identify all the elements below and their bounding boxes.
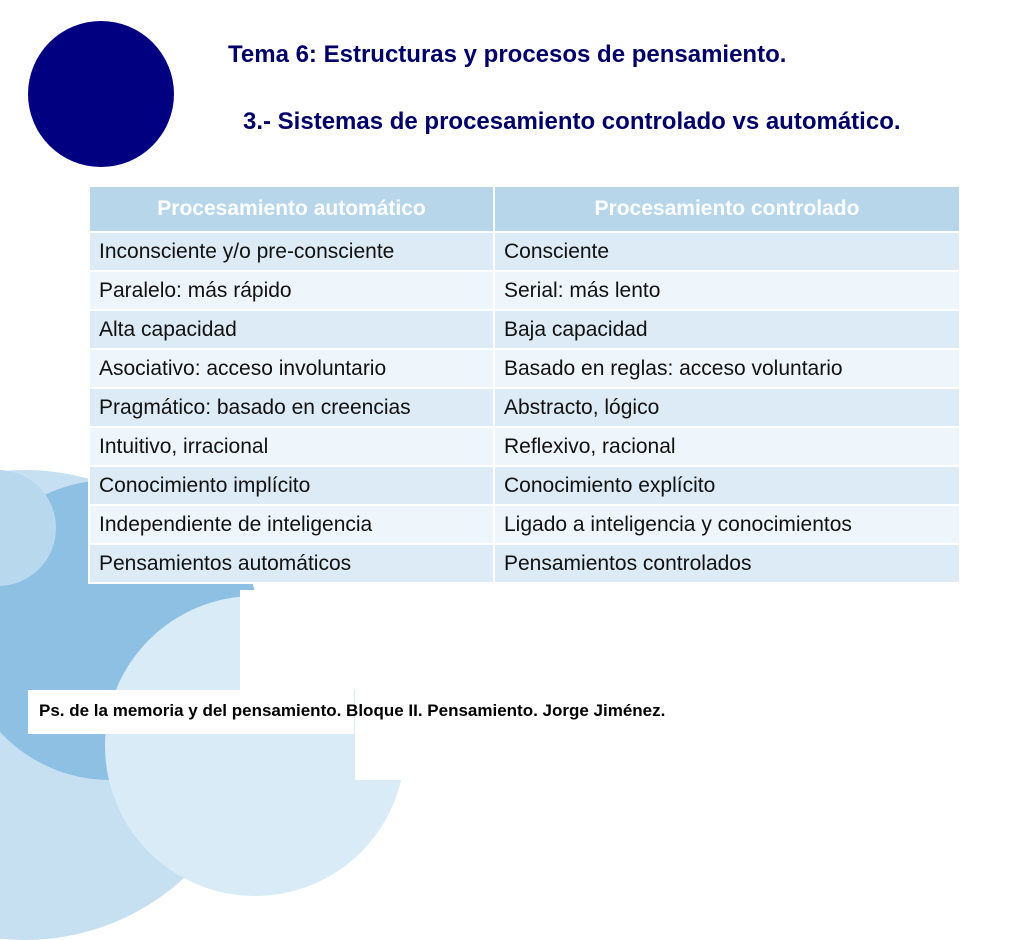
cell-automatic: Asociativo: acceso involuntario bbox=[89, 349, 494, 388]
cell-automatic: Conocimiento implícito bbox=[89, 466, 494, 505]
cell-automatic: Paralelo: más rápido bbox=[89, 271, 494, 310]
cell-controlled: Reflexivo, racional bbox=[494, 427, 960, 466]
cell-controlled: Abstracto, lógico bbox=[494, 388, 960, 427]
header-controlled: Procesamiento controlado bbox=[494, 186, 960, 232]
cell-automatic: Pensamientos automáticos bbox=[89, 544, 494, 583]
cell-automatic: Intuitivo, irracional bbox=[89, 427, 494, 466]
slide-title: Tema 6: Estructuras y procesos de pensamiento. bbox=[228, 41, 787, 68]
cell-controlled: Conocimiento explícito bbox=[494, 466, 960, 505]
cell-controlled: Serial: más lento bbox=[494, 271, 960, 310]
header-row bbox=[89, 186, 960, 232]
slide-subtitle: 3.- Sistemas de procesamiento controlado vs automático. bbox=[243, 108, 901, 135]
table-body bbox=[89, 232, 960, 583]
header-automatic: Procesamiento automático bbox=[89, 186, 494, 232]
table-row bbox=[89, 388, 960, 427]
cell-automatic: Inconsciente y/o pre-consciente bbox=[89, 232, 494, 271]
cell-controlled: Ligado a inteligencia y conocimientos bbox=[494, 505, 960, 544]
table-row bbox=[89, 310, 960, 349]
table-row bbox=[89, 427, 960, 466]
table-row bbox=[89, 505, 960, 544]
table-header bbox=[89, 186, 960, 232]
table-row bbox=[89, 271, 960, 310]
cell-automatic: Independiente de inteligencia bbox=[89, 505, 494, 544]
footer-text: Ps. de la memoria y del pensamiento. Bloque II. Pensamiento. Jorge Jiménez. bbox=[39, 701, 666, 720]
table-row bbox=[89, 466, 960, 505]
decorative-dark-circle bbox=[28, 21, 174, 167]
cell-automatic: Pragmático: basado en creencias bbox=[89, 388, 494, 427]
table-row bbox=[89, 349, 960, 388]
table-row bbox=[89, 544, 960, 583]
cell-controlled: Consciente bbox=[494, 232, 960, 271]
cell-automatic: Alta capacidad bbox=[89, 310, 494, 349]
comparison-table bbox=[88, 185, 961, 584]
comparison-table-container bbox=[88, 185, 959, 584]
table-row bbox=[89, 232, 960, 271]
cell-controlled: Basado en reglas: acceso voluntario bbox=[494, 349, 960, 388]
cell-controlled: Baja capacidad bbox=[494, 310, 960, 349]
cell-controlled: Pensamientos controlados bbox=[494, 544, 960, 583]
